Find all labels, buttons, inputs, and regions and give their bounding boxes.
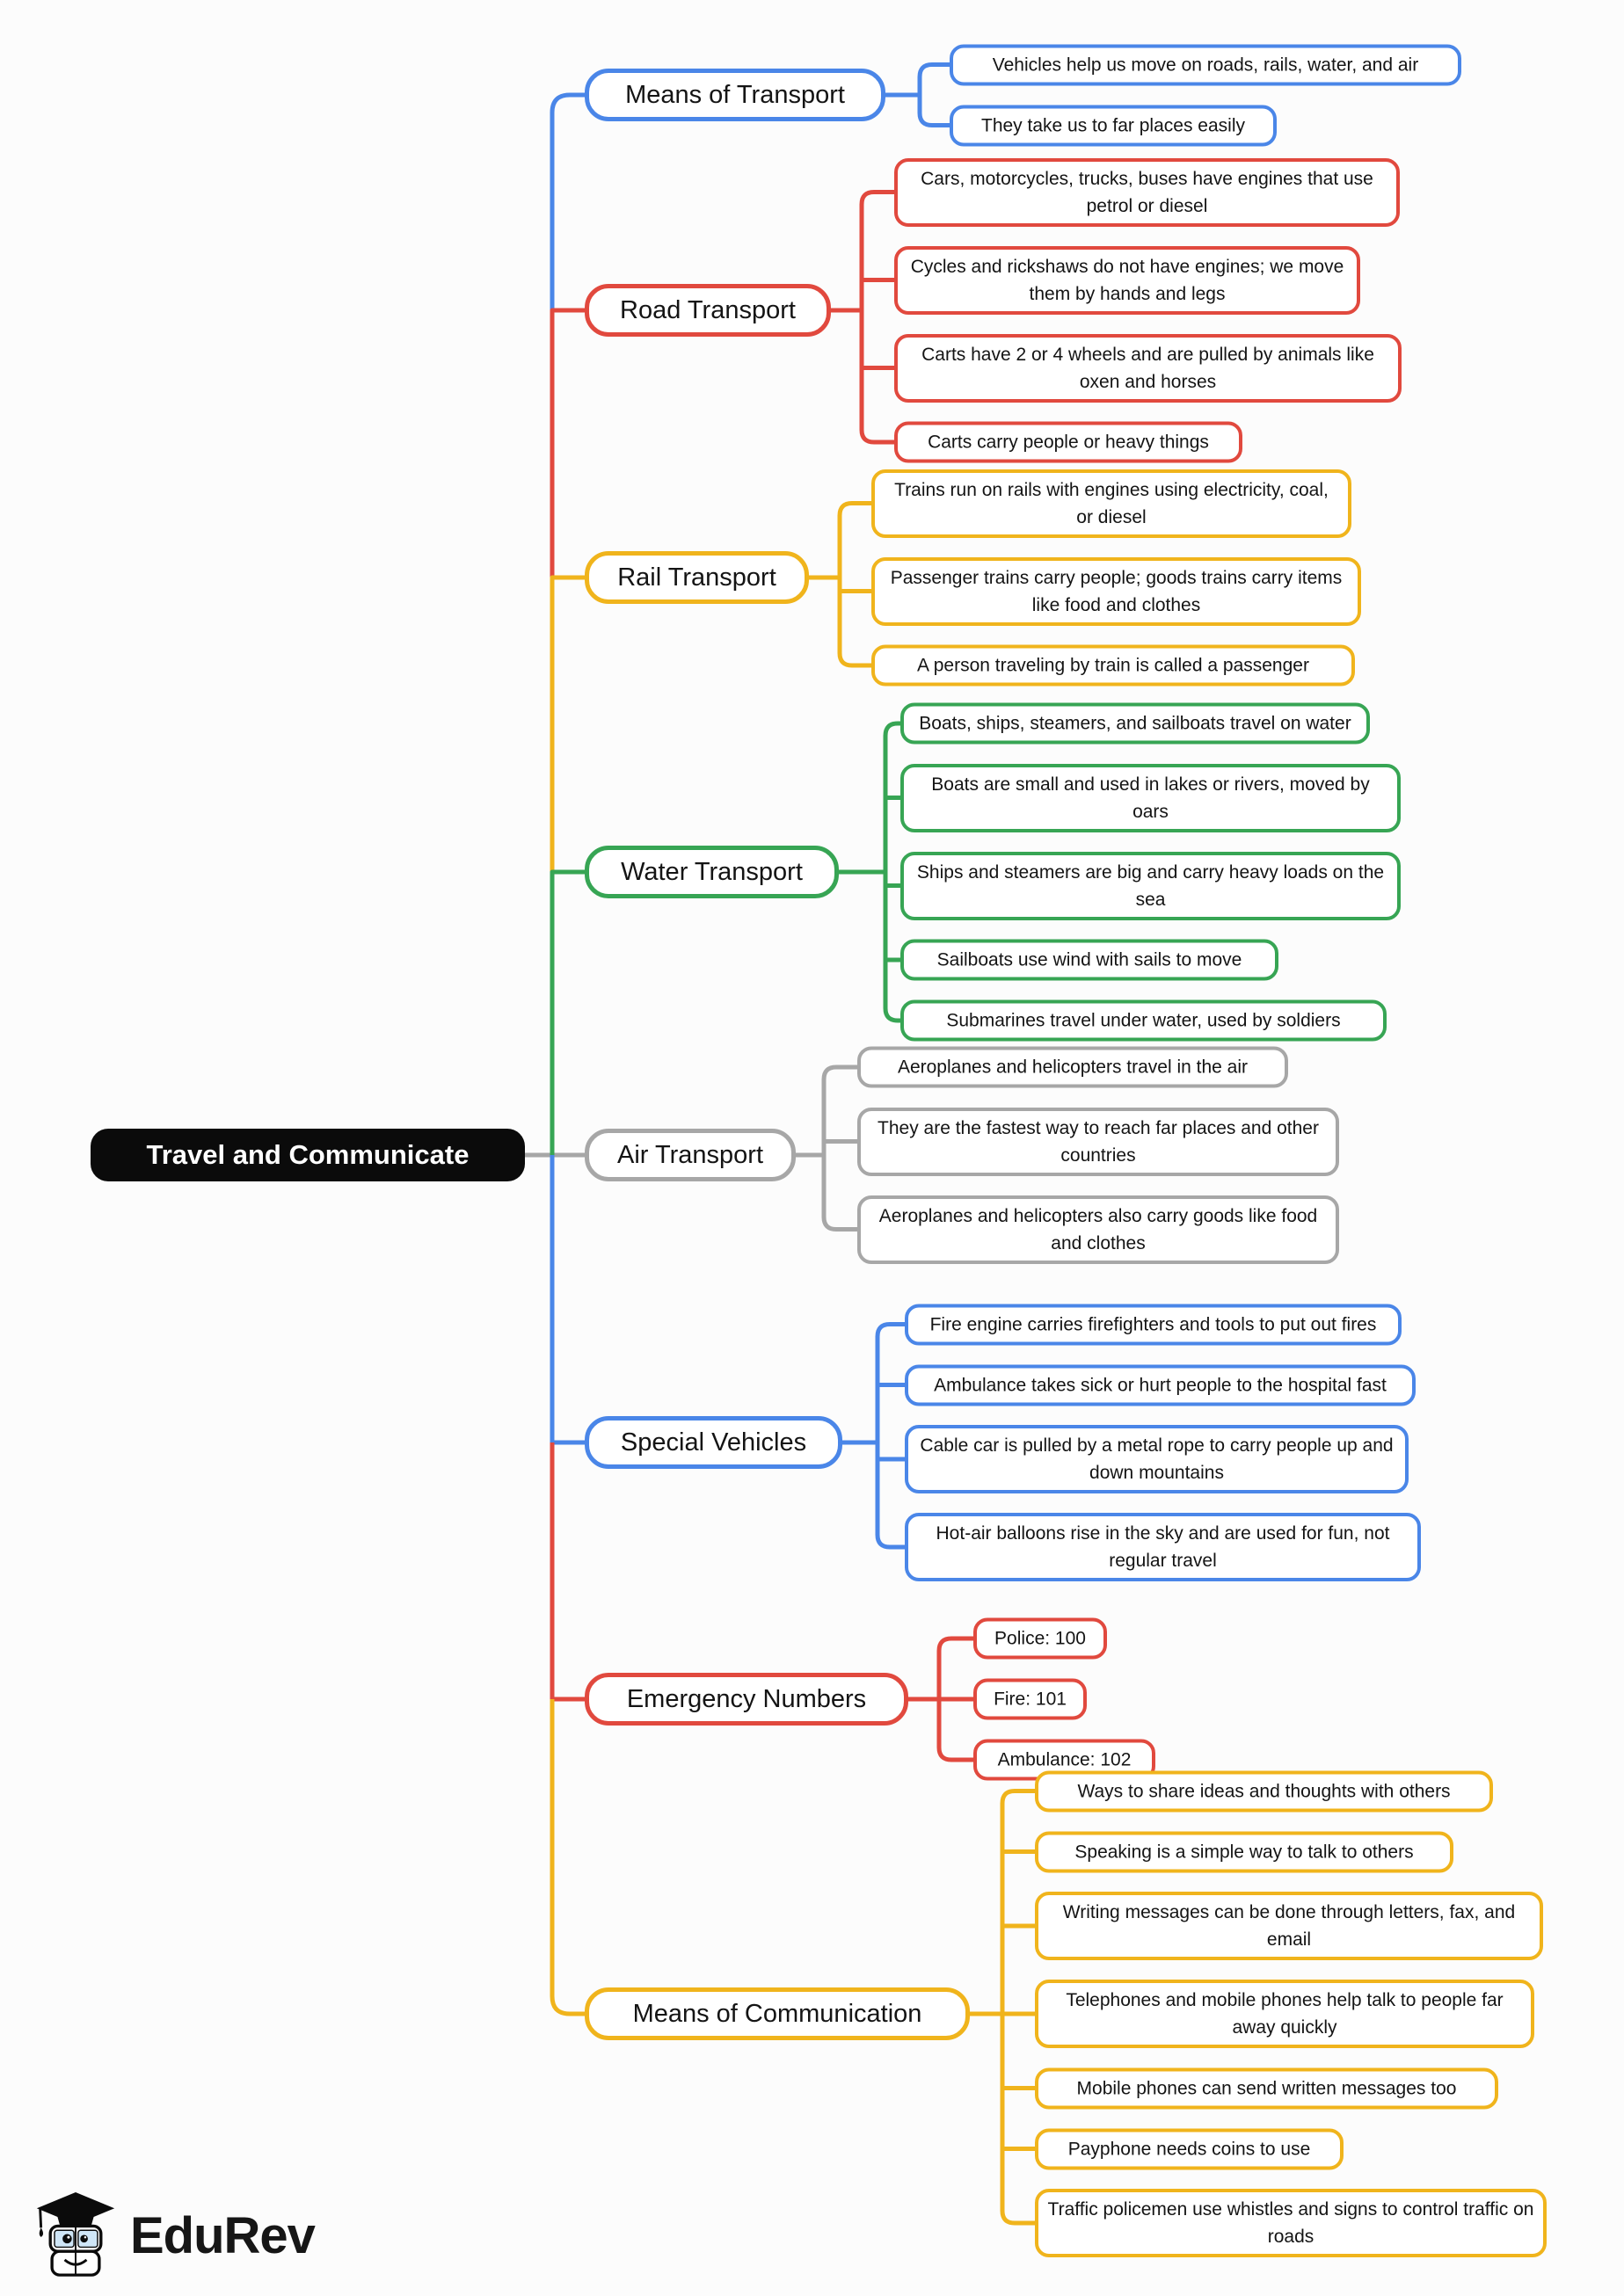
child-node: Speaking is a simple way to talk to others [1035,1831,1453,1872]
child-node: Submarines travel under water, used by soldiers [900,1000,1387,1042]
branch-label: Special Vehicles [585,1416,842,1469]
child-node: Aeroplanes and helicopters also carry goods like food and clothes [857,1195,1339,1264]
child-node: Ways to share ideas and thoughts with others [1035,1770,1493,1812]
child-node: Cycles and rickshaws do not have engines; we move them by hands and legs [894,246,1360,315]
child-node: Hot-air balloons rise in the sky and are used for fun, not regular travel [905,1513,1421,1581]
branch-label: Rail Transport [585,551,809,604]
child-node: Cable car is pulled by a metal rope to carry people up and down mountains [905,1425,1409,1493]
root-node: Travel and Communicate [91,1129,525,1181]
child-node: Fire: 101 [973,1679,1087,1720]
child-node: They are the fastest way to reach far places and other countries [857,1108,1339,1176]
child-node: Mobile phones can send written messages too [1035,2067,1498,2109]
child-node: Police: 100 [973,1618,1107,1660]
child-node: Aeroplanes and helicopters travel in the air [857,1047,1288,1088]
child-node: Passenger trains carry people; goods trains carry items like food and clothes [871,557,1361,626]
branch-label: Means of Transport [585,69,885,121]
child-node: Fire engine carries firefighters and tools to put out fires [905,1304,1402,1345]
child-node: Boats, ships, steamers, and sailboats travel on water [900,703,1370,745]
branch-label: Air Transport [585,1129,796,1181]
edurev-mascot-icon [33,2191,118,2280]
branch-label: Water Transport [585,846,839,898]
child-node: Ships and steamers are big and carry heavy loads on the sea [900,852,1401,920]
child-node: Trains run on rails with engines using electricity, coal, or diesel [871,469,1351,538]
child-node: Ambulance takes sick or hurt people to the hospital fast [905,1364,1416,1406]
child-node: Carts carry people or heavy things [894,422,1242,463]
child-node: Traffic policemen use whistles and signs to control traffic on roads [1035,2189,1547,2257]
branch-label: Means of Communication [585,1987,970,2040]
child-node: Carts have 2 or 4 wheels and are pulled by animals like oxen and horses [894,334,1402,403]
child-node: Ambulance: 102 [973,1740,1155,1781]
child-node: They take us to far places easily [950,105,1277,146]
child-node: Sailboats use wind with sails to move [900,940,1278,981]
child-node: Boats are small and used in lakes or rivers, moved by oars [900,764,1401,832]
child-node: Vehicles help us move on roads, rails, water, and air [950,44,1461,85]
branch-label: Road Transport [585,284,831,337]
child-node: Telephones and mobile phones help talk to people far away quickly [1035,1980,1534,2048]
branch-label: Emergency Numbers [585,1673,908,1726]
child-node: Cars, motorcycles, trucks, buses have engines that use petrol or diesel [894,158,1400,227]
edurev-wordmark: EduRev [130,2206,315,2264]
edurev-logo [33,2191,315,2280]
child-node: Payphone needs coins to use [1035,2128,1344,2169]
child-node: Writing messages can be done through letters, fax, and email [1035,1892,1543,1960]
child-node: A person traveling by train is called a passenger [871,645,1355,687]
